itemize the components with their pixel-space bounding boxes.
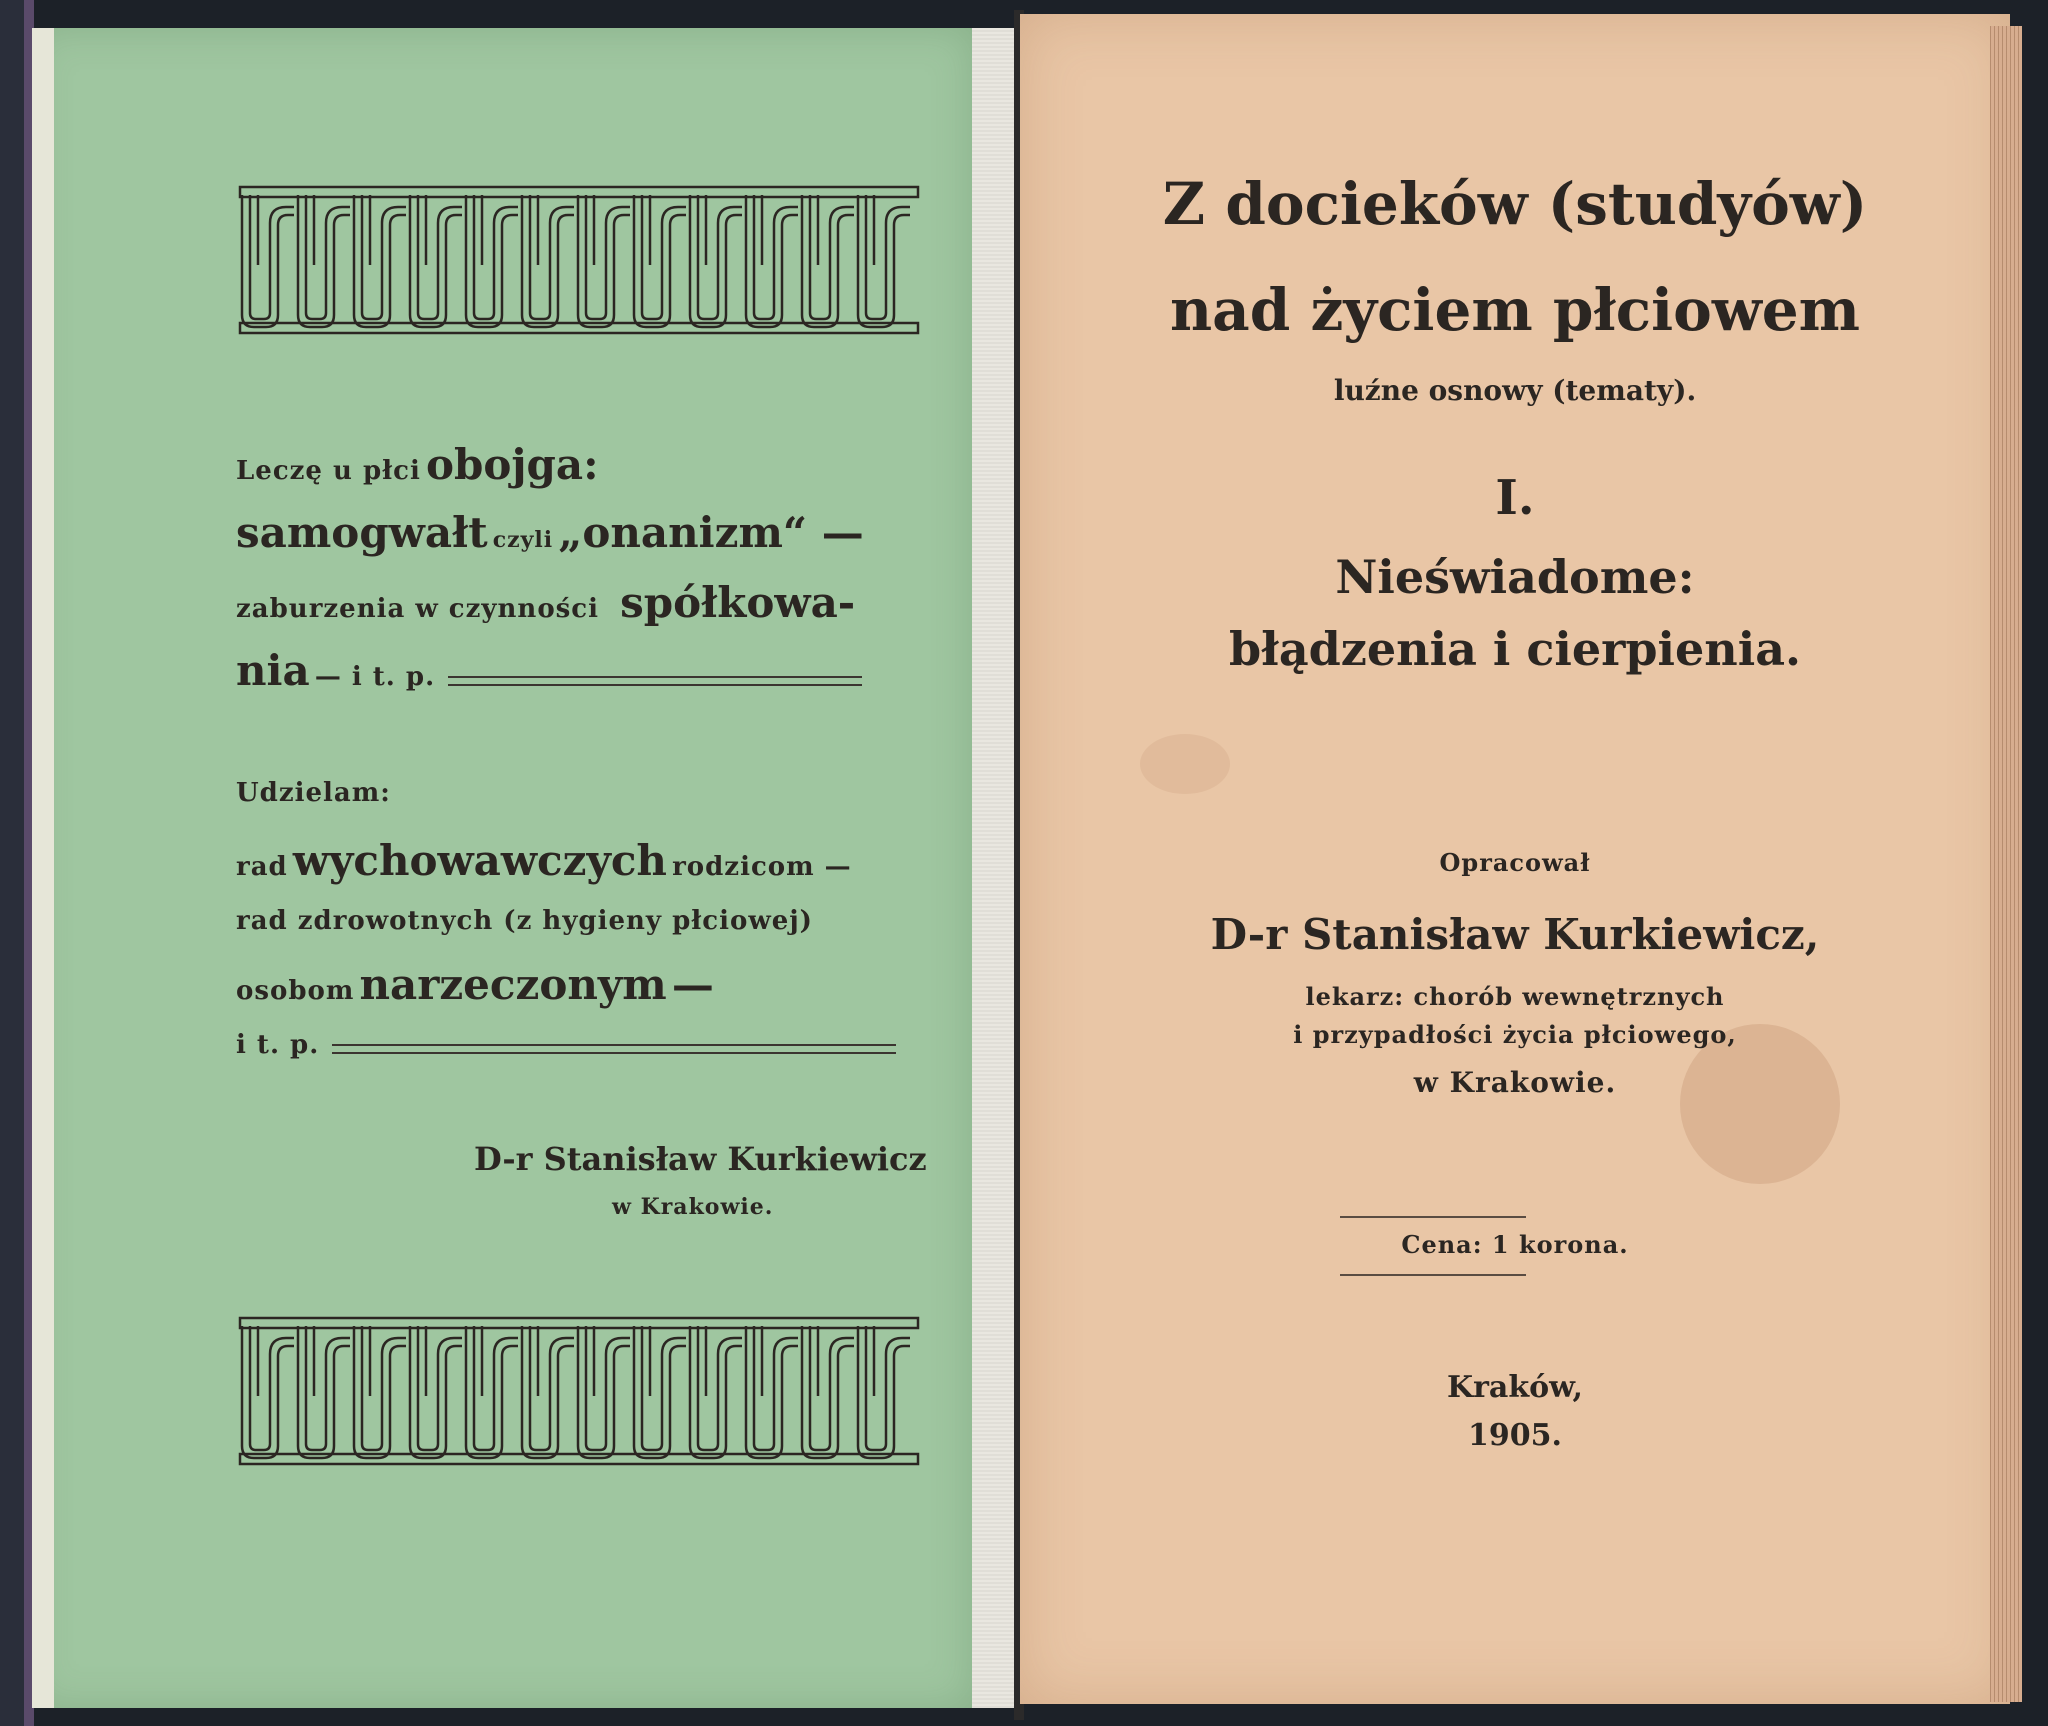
- left-line-4: [236, 646, 862, 695]
- text-czyli: czyli: [492, 527, 554, 553]
- left-line-1: [236, 440, 599, 489]
- text-dash: —: [671, 960, 714, 1009]
- text-nia: nia: [236, 646, 310, 695]
- book-spine-gutter: [972, 28, 1018, 1708]
- publication-year: 1905.: [1468, 1418, 1562, 1453]
- text-obojga: obojga:: [425, 440, 599, 489]
- text-udzielam: Udzielam:: [236, 778, 391, 808]
- text-lecze: Leczę u płci: [236, 456, 421, 486]
- author-name: D-r Stanisław Kurkiewicz,: [1210, 910, 1820, 959]
- top-ornament-border: [238, 185, 920, 335]
- author-desc-2: i przypadłości życia płciowego,: [1293, 1020, 1737, 1049]
- left-page-paper-edge: [32, 28, 54, 1708]
- text-itp-2: i t. p.: [236, 1030, 320, 1060]
- text-rad-zdrowotnych: rad zdrowotnych (z hygieny płciowej): [236, 906, 813, 936]
- ornamental-rule-2: [332, 1044, 896, 1054]
- text-narzeczonym: narzeczonym: [359, 960, 667, 1009]
- ornamental-rule-1: [448, 676, 862, 686]
- subtitle: luźne osnowy (tematy).: [1333, 374, 1697, 407]
- title-line-1: Z docieków (studyów): [1162, 170, 1868, 238]
- text-rodzicom: rodzicom —: [672, 852, 852, 882]
- text-spolkowa: spółkowa-: [620, 578, 856, 627]
- prepared-by: Opracował: [1439, 848, 1591, 877]
- author-city: w Krakowie.: [1413, 1066, 1617, 1099]
- left-line-9: [236, 1030, 896, 1060]
- signature-city: w Krakowie.: [612, 1194, 774, 1220]
- title-line-2: nad życiem płciowem: [1169, 276, 1861, 344]
- left-line-6: [236, 836, 852, 885]
- text-samogwalt: samogwałt: [236, 508, 488, 557]
- text-wychowawczych: wychowawczych: [292, 836, 667, 885]
- bottom-ornament-border: [238, 1316, 920, 1466]
- left-line-8: [236, 960, 714, 1009]
- author-desc-1: lekarz: chorób wewnętrznych: [1305, 982, 1725, 1011]
- left-line-2: [236, 508, 864, 557]
- text-onanizm: „onanizm“ —: [558, 508, 864, 557]
- text-itp-1: — i t. p.: [314, 662, 436, 692]
- signature-name: D-r Stanisław Kurkiewicz: [474, 1140, 927, 1178]
- price: Cena: 1 korona.: [1401, 1230, 1629, 1259]
- text-rad: rad: [236, 852, 288, 882]
- price-rule-top: [1340, 1216, 1526, 1218]
- section-line-1: Nieświadome:: [1335, 550, 1695, 604]
- paper-stain-2: [1140, 734, 1230, 794]
- part-number: I.: [1495, 470, 1535, 526]
- left-line-3: [236, 578, 855, 627]
- section-line-2: błądzenia i cierpienia.: [1228, 622, 1802, 676]
- publication-place: Kraków,: [1447, 1370, 1583, 1405]
- text-zaburzenia: zaburzenia w czynności: [236, 594, 600, 624]
- price-rule-bottom: [1340, 1274, 1526, 1276]
- text-osobom: osobom: [236, 976, 355, 1006]
